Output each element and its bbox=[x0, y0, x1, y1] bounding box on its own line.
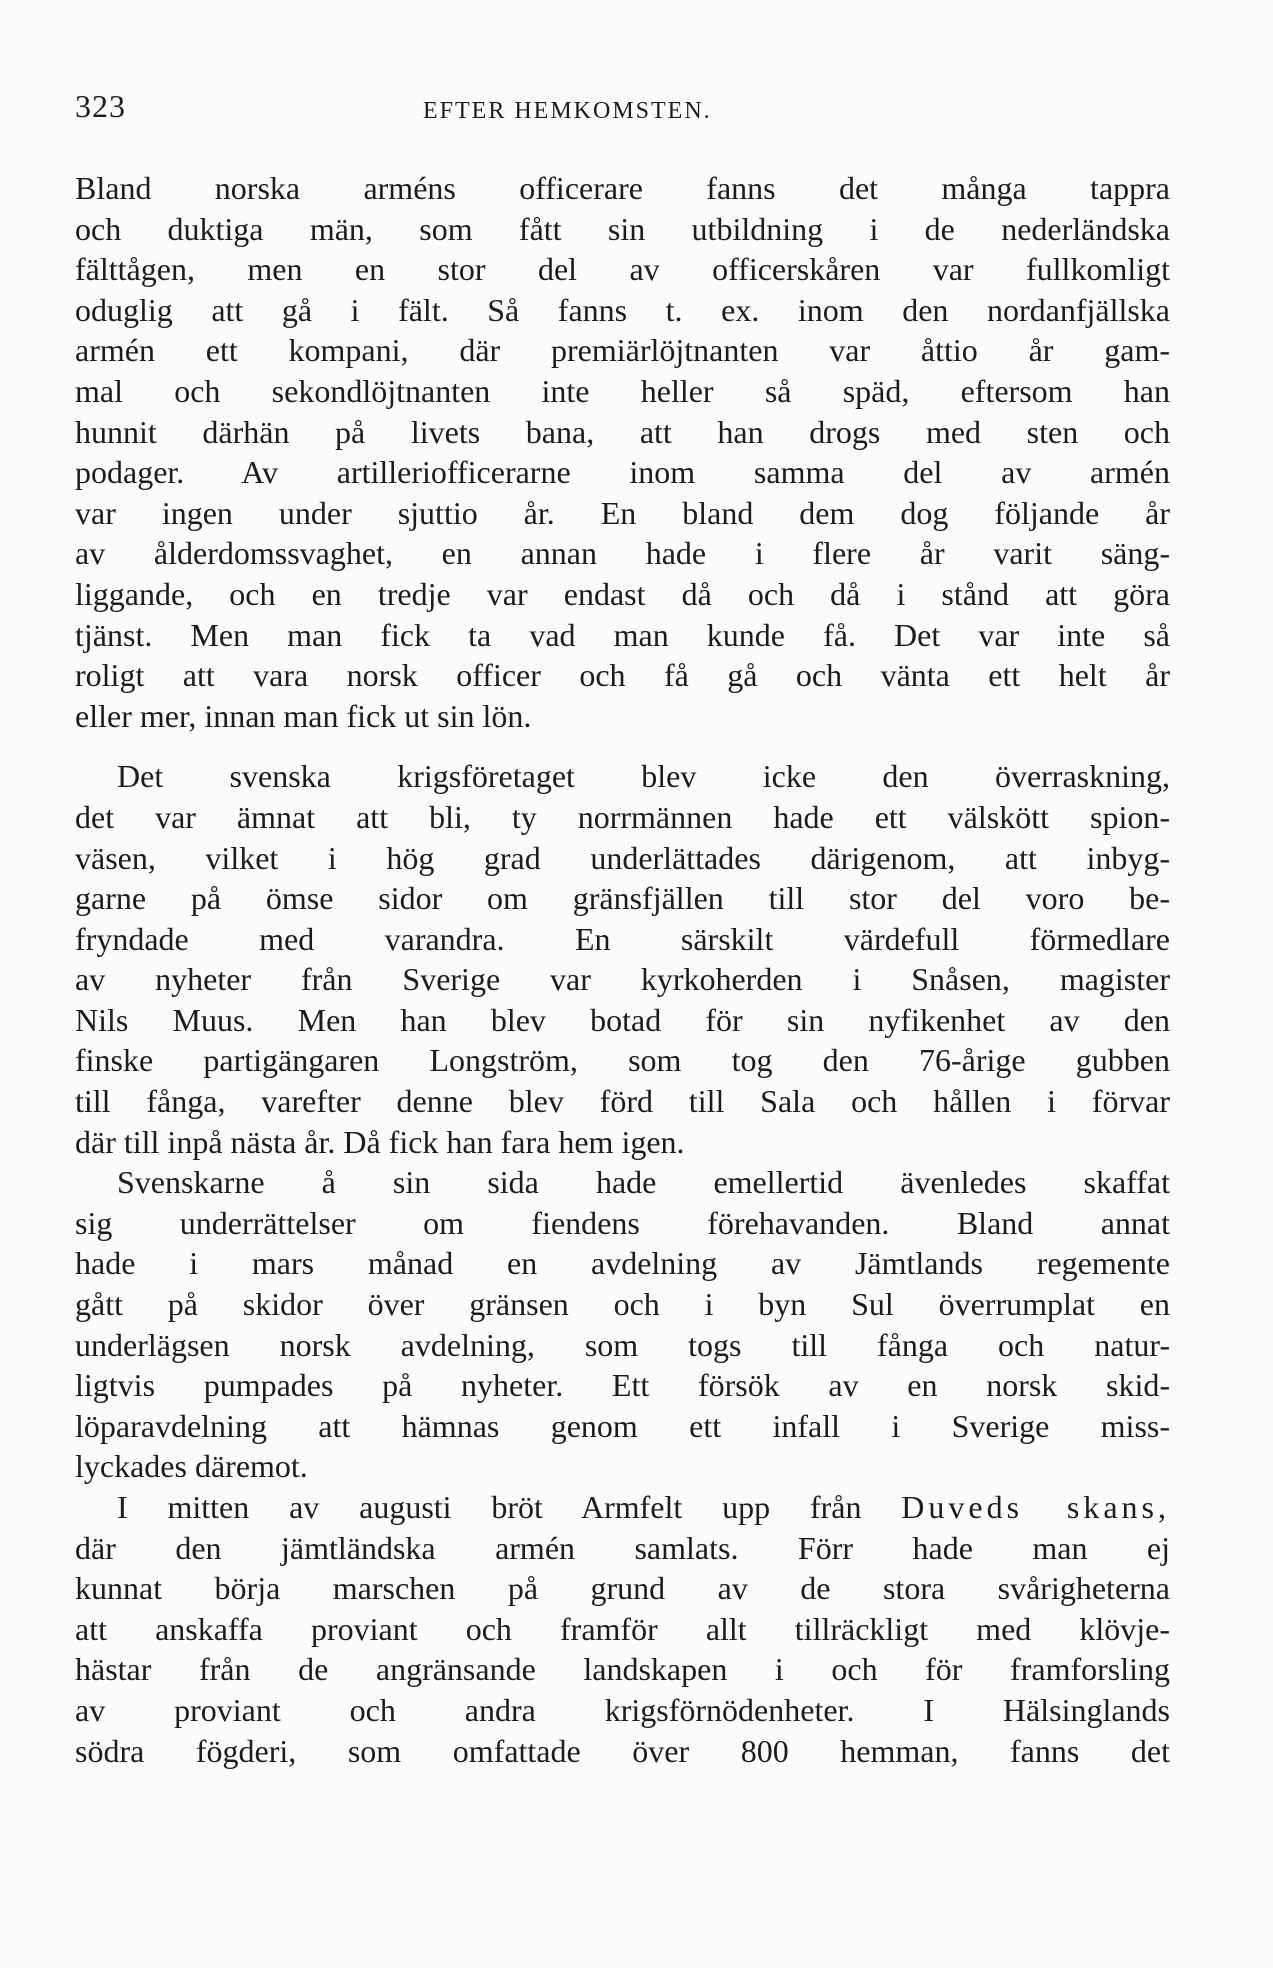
text-line: Det svenska krigsföretaget blev icke den överraskning, bbox=[117, 758, 1170, 795]
paragraph-2 bbox=[75, 756, 1170, 1162]
paragraph-1 bbox=[75, 168, 1170, 736]
text-line: det var ämnat att bli, ty norrmännen hade ett välskött spion- bbox=[75, 798, 1170, 835]
paragraph-4 bbox=[75, 1487, 1170, 1771]
text-line: roligt att vara norsk officer och få gå och vänta ett helt år bbox=[75, 657, 1170, 694]
running-head: EFTER HEMKOMSTEN. bbox=[423, 98, 712, 124]
text-line: där den jämtländska armén samlats. Förr hade man ej bbox=[75, 1529, 1170, 1566]
paragraph-3 bbox=[75, 1162, 1170, 1487]
text-line: mal och sekondlöjtnanten inte heller så späd, eftersom han bbox=[75, 372, 1170, 409]
text-line: sig underrättelser om fiendens förehavanden. Bland annat bbox=[75, 1204, 1170, 1241]
text-line: fälttågen, men en stor del av officerskåren var fullkomligt bbox=[75, 251, 1170, 288]
body-text bbox=[75, 168, 1170, 1771]
text-line: av proviant och andra krigsförnödenheter. I Hälsinglands bbox=[75, 1691, 1170, 1728]
text-line: podager. Av artilleriofficerarne inom samma del av armén bbox=[75, 454, 1170, 491]
text-line: finske partigängaren Longström, som tog den 76-årige gubben bbox=[75, 1042, 1170, 1079]
text-line: underlägsen norsk avdelning, som togs till fånga och natur- bbox=[75, 1326, 1170, 1363]
text-line: ligtvis pumpades på nyheter. Ett försök av en norsk skid- bbox=[75, 1367, 1170, 1404]
text-line: löparavdelning att hämnas genom ett infall i Sverige miss- bbox=[75, 1407, 1170, 1444]
text-line: oduglig att gå i fält. Så fanns t. ex. inom den nordanfjällska bbox=[75, 291, 1170, 328]
text-line: Bland norska arméns officerare fanns det många tappra bbox=[75, 170, 1170, 206]
text-line bbox=[75, 1487, 1170, 1528]
paragraph-gap bbox=[75, 736, 1170, 756]
text-line: kunnat börja marschen på grund av de stora svårigheterna bbox=[75, 1570, 1170, 1607]
text-line: väsen, vilket i hög grad underlättades därigenom, att inbyg- bbox=[75, 839, 1170, 876]
text-line: hunnit därhän på livets bana, att han drogs med sten och bbox=[75, 413, 1170, 450]
text-line: till fånga, varefter denne blev förd till Sala och hållen i förvar bbox=[75, 1083, 1170, 1120]
text-line: södra fögderi, som omfattade över 800 hemman, fanns det bbox=[75, 1732, 1170, 1769]
text-line: Nils Muus. Men han blev botad för sin nyfikenhet av den bbox=[75, 1001, 1170, 1038]
text-line: gått på skidor över gränsen och i byn Sul överrumplat en bbox=[75, 1286, 1170, 1323]
text-line: armén ett kompani, där premiärlöjtnanten var åttio år gam- bbox=[75, 332, 1170, 369]
text-line: garne på ömse sidor om gränsfjällen till stor del voro be- bbox=[75, 880, 1170, 917]
text-line: Svenskarne å sin sida hade emellertid ävenledes skaffat bbox=[117, 1164, 1170, 1201]
page-header bbox=[75, 88, 1170, 136]
text-line: och duktiga män, som fått sin utbildning i de nederländska bbox=[75, 210, 1170, 247]
place-name-spaced: Duveds skans, bbox=[901, 1489, 1171, 1525]
text-line: hästar från de angränsande landskapen i och för framforsling bbox=[75, 1651, 1170, 1688]
text-line: lyckades däremot. bbox=[75, 1448, 308, 1485]
page-number: 323 bbox=[75, 88, 126, 124]
text-line: fryndade med varandra. En särskilt värdefull förmedlare bbox=[75, 920, 1170, 957]
text-line: av nyheter från Sverige var kyrkoherden i Snåsen, magister bbox=[75, 961, 1170, 998]
text-line: att anskaffa proviant och framför allt tillräckligt med klövje- bbox=[75, 1610, 1170, 1647]
text-line: hade i mars månad en avdelning av Jämtlands regemente bbox=[75, 1245, 1170, 1282]
text-line: liggande, och en tredje var endast då och då i stånd att göra bbox=[75, 575, 1170, 612]
text-line: var ingen under sjuttio år. En bland dem dog följande år bbox=[75, 494, 1170, 531]
text-line: av ålderdomssvaghet, en annan hade i flere år varit säng- bbox=[75, 535, 1170, 572]
text-segment: I mitten av augusti bröt Armfelt upp från bbox=[117, 1489, 902, 1525]
text-line: eller mer, innan man fick ut sin lön. bbox=[75, 697, 532, 734]
text-line: tjänst. Men man fick ta vad man kunde få. Det var inte så bbox=[75, 616, 1170, 653]
text-line: där till inpå nästa år. Då fick han fara hem igen. bbox=[75, 1123, 685, 1160]
